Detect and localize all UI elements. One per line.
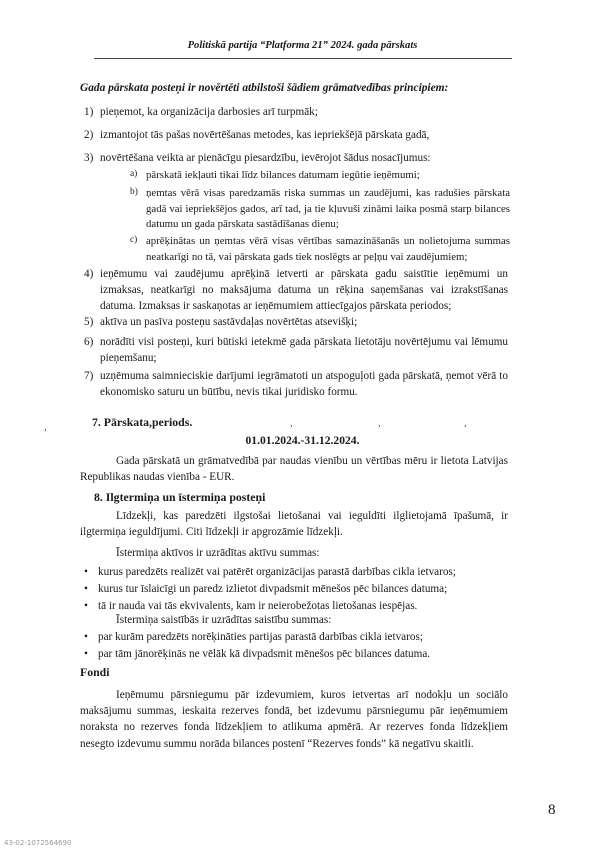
- principles-intro: Gada pārskata posteņi ir novērtēti atbilstoši šādiem grāmatvedības principiem:: [80, 82, 449, 94]
- item-number: 4): [84, 268, 94, 280]
- item-text: norādīti visi posteņi, kuri būtiski ietekmē gada pārskata lietotāju novērtējumu vai lēmumu pieņemšanu;: [100, 336, 508, 365]
- section-8-title: 8. Ilgtermiņa un īstermiņa posteņi: [94, 490, 266, 504]
- bullet-item: [84, 581, 508, 597]
- bullet-item: [84, 629, 508, 645]
- principle-item: [84, 368, 508, 400]
- principle-item: [84, 150, 508, 166]
- header-divider: [94, 58, 512, 59]
- item-number: 5): [84, 316, 94, 328]
- bullet-text: tā ir nauda vai tās ekvivalents, kam ir neierobežotas lietošanas iespējas.: [98, 600, 418, 612]
- fondi-paragraph: Ieņēmumu pārsniegumu pār izdevumiem, kuros ietvertas arī nodokļu un sociālo maksājumu summas, ieskaita rezerves fondā, bet izdevumu pārsniegumu pār ieņēmumiem noraksta no rezerves fonda līdzekļiem to atlikuma apmērā. Ar rezerves fonda līdzekļiem nesegto izdevumu summu norāda bilances postenī “Rezerves fonds” kā negatīvu skaitli.: [80, 689, 508, 750]
- item-text: uzņēmuma saimnieciskie darījumi iegrāmatoti un atspoguļoti gada pārskatā, ņemot vērā to ekonomisko saturu un būtību, nevis tikai juridisko formu.: [100, 370, 508, 399]
- bullet-item: [84, 646, 508, 662]
- item-number: 3): [84, 152, 94, 164]
- bullet-icon: •: [84, 583, 88, 595]
- bullet-icon: •: [84, 566, 88, 578]
- item-text: ņemtas vērā visas paredzamās riska summas un zaudējumi, kas radušies pārskata gadā vai iepriekšējos gados, arī tad, ja tie kļuvuši zināmi laika posmā starp bilances datumu un gada pārskata sastādīšanas dienu;: [146, 187, 510, 231]
- item-text: pārskatā iekļauti tikai līdz bilances datumam iegūtie ieņēmumi;: [146, 169, 420, 181]
- section-7-title: 7. Pārskata,periods.: [92, 415, 193, 429]
- item-number: 2): [84, 129, 94, 141]
- item-text: aktīva un pasīva posteņu sastāvdaļas novērtētas atsevišķi;: [100, 316, 358, 328]
- bullet-icon: •: [84, 600, 88, 612]
- scan-mark: ,: [290, 417, 293, 429]
- bullet-text: par kurām paredzēts norēķināties partijas parastā darbības cikla ietvaros;: [98, 631, 423, 643]
- principle-item: [84, 314, 508, 330]
- current-liabilities-intro: Īstermiņa saistībās ir uzrādītas saistību summas:: [116, 614, 332, 626]
- current-assets-intro: Īstermiņa aktīvos ir uzrādītas aktīvu summas:: [116, 547, 320, 559]
- bullet-text: kurus tur īslaicīgi un paredz izlietot divpadsmit mēnešos pēc bilances datuma;: [98, 583, 448, 595]
- item-number: 6): [84, 336, 94, 348]
- bullet-item: [84, 564, 508, 580]
- scan-mark: ,: [464, 417, 467, 429]
- item-letter: c): [130, 235, 138, 245]
- bullet-icon: •: [84, 631, 88, 643]
- bullet-text: par tām jānorēķinās ne vēlāk kā divpadsmit mēnešos pēc bilances datuma.: [98, 648, 431, 660]
- item-text: izmantojot tās pašas novērtēšanas metodes, kas iepriekšējā pārskata gadā,: [100, 129, 430, 141]
- scan-mark: ,: [44, 421, 47, 433]
- scan-mark: ,: [378, 417, 381, 429]
- bullet-icon: •: [84, 648, 88, 660]
- principle-item: [84, 334, 508, 366]
- condition-item: [130, 168, 510, 184]
- currency-paragraph: Gada pārskatā un grāmatvedībā par naudas vienību un vērtības mēru ir lietota Latvijas Republikas naudas vienība - EUR.: [80, 455, 508, 484]
- item-letter: a): [130, 169, 138, 179]
- fondi-title: Fondi: [80, 665, 110, 679]
- item-letter: b): [130, 187, 138, 197]
- principle-item: [84, 104, 508, 120]
- principle-item: [84, 266, 508, 315]
- condition-item: [130, 186, 510, 233]
- page-number: 8: [548, 802, 556, 818]
- assets-definition-paragraph: Līdzekļi, kas paredzēti ilgstošai lietošanai vai ieguldīti ilglietojamā īpašumā, ir ilgtermiņa ieguldījumi. Citi līdzekļi ir apgrozāmie līdzekļi.: [80, 510, 508, 539]
- bullet-text: kurus paredzēts realizēt vai patērēt organizācijas parastā darbības cikla ietvaros;: [98, 566, 456, 578]
- item-number: 7): [84, 370, 94, 382]
- item-text: aprēķinātas un ņemtas vērā visas vērtības samazināšanās un nolietojuma summas neatkarīgi no tā, vai pārskata gads tiek noslēgts ar peļņu vai zaudējumiem;: [146, 235, 510, 263]
- page-header: Politiskā partija “Platforma 21” 2024. gada pārskats: [187, 40, 418, 51]
- document-code: 43-02-1072564690: [4, 839, 72, 847]
- item-number: 1): [84, 106, 94, 118]
- item-text: ieņēmumu vai zaudējumu aprēķinā ietverti ar pārskata gadu saistītie ieņēmumi un izmaksas, neatkarīgi no maksājuma datuma un rēķina saņemšanas vai izrakstīšanas datuma. Izmaksas ir saskaņotas ar ieņēmumiem attiecīgajos pārskata periodos;: [100, 268, 508, 313]
- condition-item: [130, 234, 510, 265]
- principle-item: [84, 127, 508, 143]
- item-text: pieņemot, ka organizācija darbosies arī turpmāk;: [100, 106, 318, 118]
- reporting-period: 01.01.2024.-31.12.2024.: [245, 434, 360, 447]
- item-text: novērtēšana veikta ar pienācīgu piesardzību, ievērojot šādus nosacījumus:: [100, 152, 431, 164]
